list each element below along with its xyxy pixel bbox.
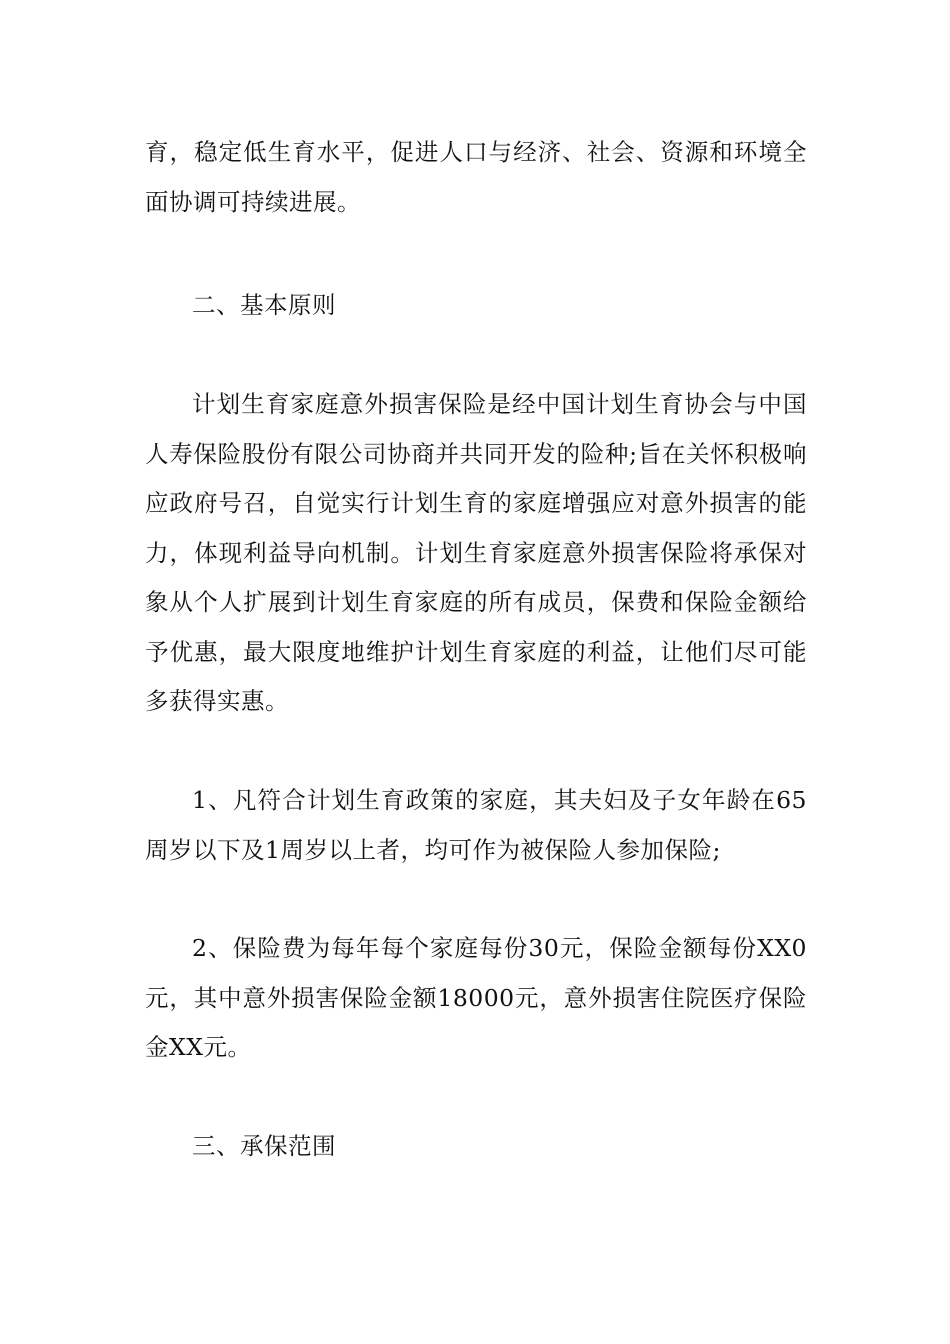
section-heading-basic-principles: 二、基本原则 bbox=[192, 291, 336, 319]
paragraph-insurance-intro: 计划生育家庭意外损害保险是经中国计划生育协会与中国人寿保险股份有限公司协商并共同开发的险种;旨在关怀积极响应政府号召，自觉实行计划生育的家庭增强应对意外损害的能力，体现利益导向机制。计划生育家庭意外损害保险将承保对象从个人扩展到计划生育家庭的所有成员，保费和保险金额给予优惠，最大限度地维护计划生育家庭的利益，让他们尽可能多获得实惠。 bbox=[145, 390, 807, 715]
list-item-premium: 2、保险费为每年每个家庭每份30元，保险金额每份XX0元，其中意外损害保险金额18000元，意外损害住院医疗保险金XX元。 bbox=[145, 934, 807, 1061]
paragraph-continuation: 育，稳定低生育水平，促进人口与经济、社会、资源和环境全面协调可持续进展。 bbox=[145, 138, 807, 216]
list-item-eligibility: 1、凡符合计划生育政策的家庭，其夫妇及子女年龄在65周岁以下及1周岁以上者，均可作为被保险人参加保险; bbox=[145, 786, 807, 864]
section-heading-coverage-scope: 三、承保范围 bbox=[192, 1132, 336, 1160]
